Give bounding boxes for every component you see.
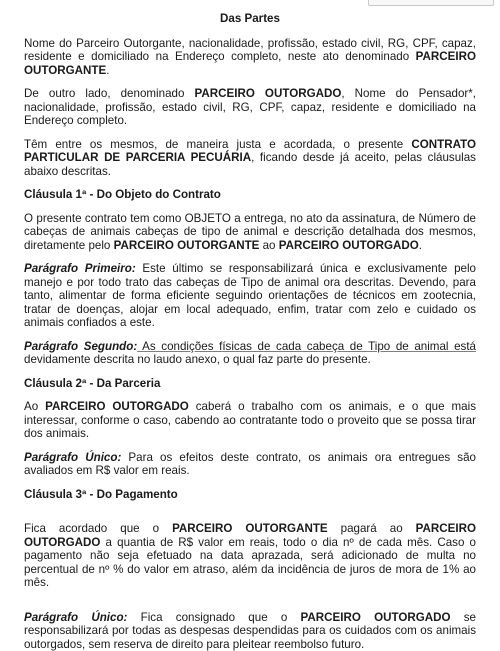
- p1-strong: PARCEIRO OUTORGANTE: [24, 50, 476, 77]
- c2-b: caberá o trabalho com os animais, e o que mais interessar, conforme o caso, cabendo ao contratante todo o proveito que se possa tirar dos animais.: [24, 400, 476, 440]
- p3-b: , ficando desde já aceito, pelas cláusulas abaixo descritas.: [24, 151, 476, 178]
- c1-b: ao: [259, 239, 278, 252]
- clause-1-heading: Cláusula 1ª - Do Objeto do Contrato: [24, 188, 476, 202]
- c3-b: pagará ao: [328, 522, 416, 535]
- section-title: Das Partes: [24, 12, 476, 26]
- clause-2-paragraph: [24, 400, 476, 441]
- agreement-paragraph: [24, 138, 476, 179]
- p3-strong: CONTRATO PARTICULAR DE PARCERIA PECUÁRIA: [24, 138, 476, 165]
- p3-a: Têm entre os mesmos, de maneira justa e acordada, o presente: [24, 138, 411, 151]
- clause-1-paragraph-first: [24, 262, 476, 330]
- c1-para2-label: Parágrafo Segundo:: [24, 340, 137, 353]
- clause-2-heading: Cláusula 2ª - Da Parceria: [24, 377, 476, 391]
- clause-3-paragraph-unique: [24, 611, 476, 651]
- clause-1-paragraph-second: [24, 340, 476, 367]
- contract-document: [24, 12, 476, 651]
- p1-end: .: [106, 64, 109, 77]
- c3-a: Fica acordado que o: [24, 522, 172, 535]
- c3-para-b: se responsabilizará por todas as despesas despendidas para os cuidados com os animais outorgados, sem reserva de direito para pleitear reembolso futuro.: [24, 611, 476, 651]
- c3-s2: PARCEIRO OUTORGADO: [24, 522, 476, 549]
- clause-1-paragraph: [24, 212, 476, 253]
- p2-strong: PARCEIRO OUTORGADO: [195, 87, 342, 100]
- c2-para-text: Para os efeitos deste contrato, os animais ora entregues são avaliados em R$ valor em reais.: [24, 451, 476, 478]
- c1-para1-text: Este último se responsabilizará única e exclusivamente pelo manejo e por todo trato das cabeças de Tipo de animal ora descritas. Devendo, para tanto, alimentar de forma eficiente seguindo orientações de técnicos em zootecnia, tratar de doenças, alojar em local adequado, enfim, tratar com zelo e cuidado os animais confiados a este.: [24, 262, 476, 329]
- clause-3-paragraph: [24, 522, 476, 590]
- c2-a: Ao: [24, 400, 45, 413]
- c3-para-label: Parágrafo Único:: [24, 611, 127, 624]
- c3-para-strong: PARCEIRO OUTORGADO: [301, 611, 451, 624]
- c1-s2: PARCEIRO OUTORGADO: [279, 239, 419, 252]
- c1-para2-underlined: As condições físicas de cada cabeça de Tipo de animal está: [137, 340, 476, 353]
- c2-para-label: Parágrafo Único:: [24, 451, 121, 464]
- c1-para2-text: devidamente descrita no laudo anexo, o qual faz parte do presente.: [24, 353, 371, 366]
- c3-para-a: Fica consignado que o: [127, 611, 300, 624]
- c1-para1-label: Parágrafo Primeiro:: [24, 262, 136, 275]
- p2-a: De outro lado, denominado: [24, 87, 195, 100]
- search-box-stub[interactable]: [368, 0, 494, 6]
- party-outorgante-paragraph: [24, 37, 476, 78]
- party-outorgado-paragraph: [24, 87, 476, 128]
- c1-a: O presente contrato tem como OBJETO a entrega, no ato da assinatura, de Número de cabeças de animais cabeças de tipo de animal e descrição detalhada dos mesmos, diretamente pelo: [24, 212, 476, 252]
- c1-c: .: [419, 239, 422, 252]
- clause-3-heading: Cláusula 3ª - Do Pagamento: [24, 488, 476, 502]
- p1-text: Nome do Parceiro Outorgante, nacionalidade, profissão, estado civil, RG, CPF, capaz, residente e domiciliado na Endereço completo, neste ato denominado: [24, 37, 476, 64]
- c1-s1: PARCEIRO OUTORGANTE: [114, 239, 260, 252]
- p2-b: , Nome do Pensador*, nacionalidade, profissão, estado civil, RG, CPF, capaz, residente e domiciliado na Endereço completo.: [24, 87, 476, 127]
- clause-2-paragraph-unique: [24, 451, 476, 478]
- c3-s1: PARCEIRO OUTORGANTE: [172, 522, 328, 535]
- c3-c: a quantia de R$ valor em reais, todo o dia nº de cada mês. Caso o pagamento não seja efetuado na data aprazada, será adicionado de multa no percentual de nº % do valor em atraso, além da incidência de juros de mora de 1% ao mês.: [24, 536, 476, 590]
- c2-strong: PARCEIRO OUTORGADO: [45, 400, 189, 413]
